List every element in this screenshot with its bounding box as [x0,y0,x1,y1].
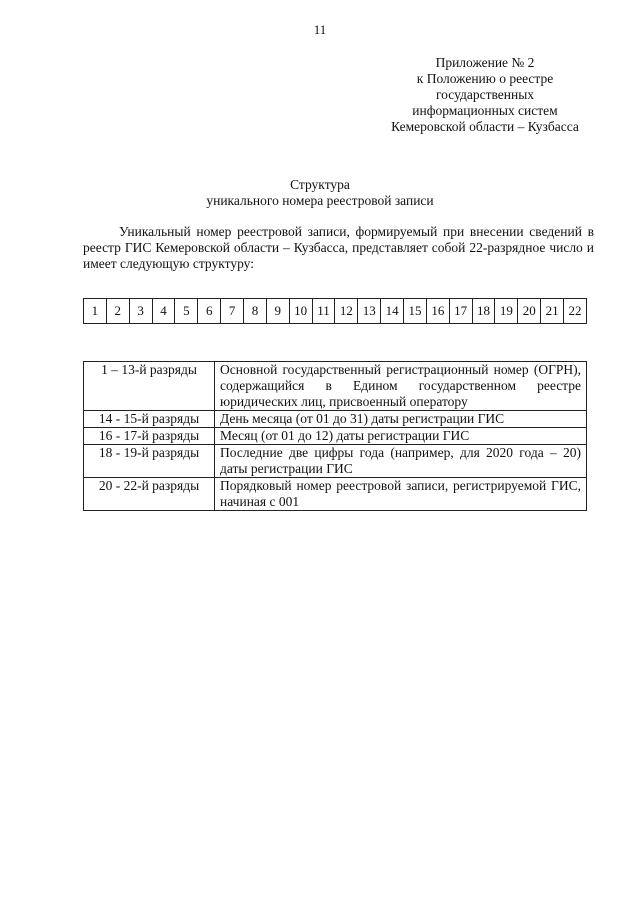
digit-cell: 12 [335,299,358,324]
digit-range-cell: 14 - 15-й разряды [84,411,215,428]
title-line-1: Структура [290,177,350,192]
digit-cell: 10 [289,299,312,324]
digit-cell: 19 [495,299,518,324]
digit-cell: 16 [426,299,449,324]
digit-cell: 6 [198,299,221,324]
digit-range-cell: 20 - 22-й разряды [84,478,215,511]
digit-range-cell: 1 – 13-й разряды [84,362,215,411]
digit-cell: 20 [518,299,541,324]
appendix-line: государственных [435,87,535,102]
digit-cell: 21 [541,299,564,324]
digit-cell: 8 [244,299,267,324]
description-cell: Основной государственный регистрационный номер (ОГРН), содержащийся в Едином государственном реестре юридических лиц, присвоенный оператору [215,362,587,411]
digit-cell: 2 [106,299,129,324]
table-row [84,445,587,478]
digit-positions-table [83,298,587,324]
digit-cell: 13 [358,299,381,324]
document-title [0,177,640,209]
digit-cell: 5 [175,299,198,324]
digit-cell: 15 [404,299,427,324]
description-cell: Последние две цифры года (например, для 2020 года – 20) даты регистрации ГИС [215,445,587,478]
appendix-header [360,55,610,135]
title-line-2: уникального номера реестровой записи [206,193,434,208]
digit-cell: 9 [266,299,289,324]
appendix-line: Кемеровской области – Кузбасса [391,119,579,134]
digit-range-cell: 18 - 19-й разряды [84,445,215,478]
appendix-line: к Положению о реестре [416,71,554,86]
page-number: 11 [313,22,327,37]
digit-cell: 11 [312,299,335,324]
table-row [84,362,587,411]
description-cell: День месяца (от 01 до 31) даты регистрации ГИС [215,411,587,428]
table-row [84,478,587,511]
table-row [84,411,587,428]
digit-cell: 18 [472,299,495,324]
digit-cell: 4 [152,299,175,324]
digit-cell: 3 [129,299,152,324]
digit-cell: 22 [564,299,587,324]
digit-range-cell: 16 - 17-й разряды [84,428,215,445]
digit-cell: 14 [381,299,404,324]
appendix-line: информационных систем [412,103,558,118]
appendix-line: Приложение № 2 [435,55,535,70]
digit-row [84,299,587,324]
description-cell: Месяц (от 01 до 12) даты регистрации ГИС [215,428,587,445]
intro-paragraph: Уникальный номер реестровой записи, формируемый при внесении сведений в реестр ГИС Кемеровской области – Кузбасса, представляет собой 22-разрядное число и имеет следующую структуру: [83,224,594,271]
digit-cell: 17 [449,299,472,324]
description-cell: Порядковый номер реестровой записи, регистрируемой ГИС, начиная с 001 [215,478,587,511]
table-row [84,428,587,445]
digit-cell: 1 [84,299,107,324]
structure-table [83,361,587,511]
digit-cell: 7 [221,299,244,324]
